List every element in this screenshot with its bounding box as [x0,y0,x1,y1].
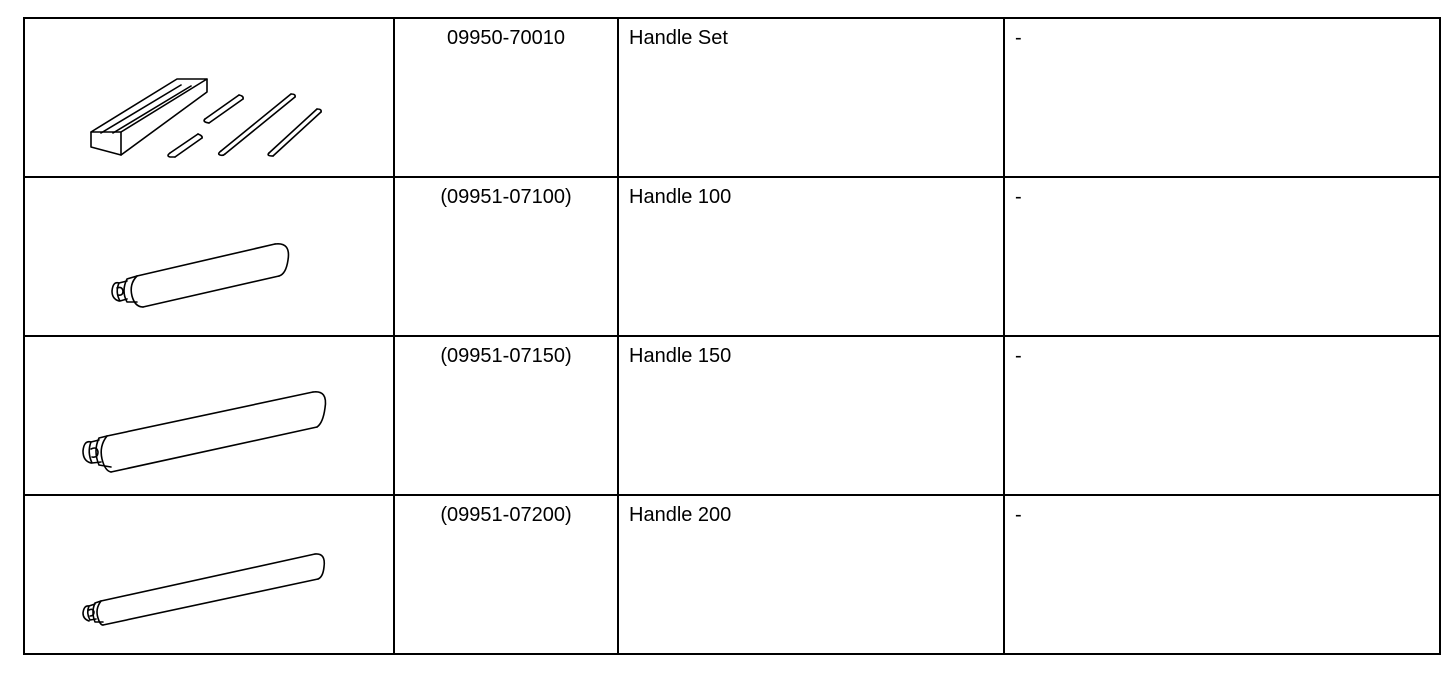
special-tools-table [23,17,1441,655]
remark: - [1015,186,1022,208]
handle-set-icon [25,19,393,176]
handle-100-icon [25,178,393,335]
tool-name-cell [618,336,1004,495]
tool-name-cell [618,18,1004,177]
tool-name: Handle 150 [629,345,732,367]
part-number: (09951-07150) [440,345,572,367]
remark: - [1015,504,1022,526]
handle-150-icon [25,337,393,494]
table-row [24,177,1440,336]
tool-name-cell [618,495,1004,654]
tool-name-cell [618,177,1004,336]
handle-200-icon [25,496,393,653]
remark-cell [1004,495,1440,654]
tool-name: Handle Set [629,27,728,49]
part-number-cell [394,18,618,177]
tool-illustration-cell [24,495,394,654]
part-number: (09951-07100) [440,186,572,208]
table-row [24,495,1440,654]
remark: - [1015,27,1022,49]
tool-illustration-cell [24,177,394,336]
tool-illustration-cell [24,336,394,495]
part-number-cell [394,495,618,654]
part-number: 09950-70010 [447,27,565,49]
remark: - [1015,345,1022,367]
table-row [24,336,1440,495]
tool-name: Handle 100 [629,186,732,208]
part-number-cell [394,336,618,495]
remark-cell [1004,177,1440,336]
part-number-cell [394,177,618,336]
tool-illustration-cell [24,18,394,177]
part-number: (09951-07200) [440,504,572,526]
tool-name: Handle 200 [629,504,732,526]
remark-cell [1004,336,1440,495]
remark-cell [1004,18,1440,177]
table-row [24,18,1440,177]
